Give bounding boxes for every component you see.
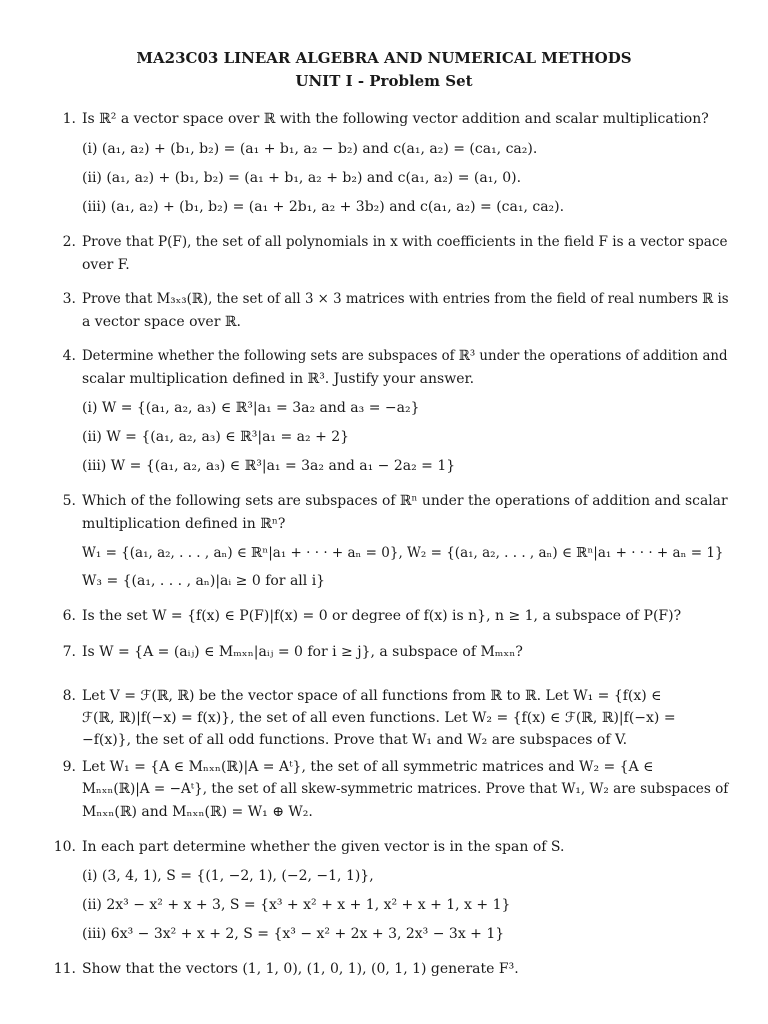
- problem-text: Is ℝ² a vector space over ℝ with the following vector addition and scalar multiplication?: [82, 111, 709, 127]
- problem-number: 8.: [62, 688, 76, 704]
- problem-text: Determine whether the following sets are subspaces of ℝ³ under the operations of addition and: [82, 348, 728, 364]
- problem-subpart: W₁ = {(a₁, a₂, . . . , aₙ) ∈ ℝⁿ|a₁ + · · · + aₙ = 0}, W₂ = {(a₁, a₂, . . . , aₙ) ∈ ℝⁿ|a₁ + · · · + aₙ = 1}: [82, 545, 724, 561]
- problem-text: Prove that M₃ₓ₃(ℝ), the set of all 3 × 3 matrices with entries from the field of real numbers ℝ is: [82, 291, 729, 307]
- problem-subpart: W₃ = {(a₁, . . . , aₙ)|aᵢ ≥ 0 for all i}: [82, 573, 326, 589]
- problem-text: Is W = {A = (aᵢⱼ) ∈ Mₘₓₙ|aᵢⱼ = 0 for i ≥ j}, a subspace of Mₘₓₙ?: [82, 644, 523, 660]
- problem-subpart: (i) (a₁, a₂) + (b₁, b₂) = (a₁ + b₁, a₂ − b₂) and c(a₁, a₂) = (ca₁, ca₂).: [82, 141, 538, 157]
- problem-number: 10.: [53, 839, 76, 855]
- problem-number: 6.: [62, 608, 76, 624]
- problem-text: Show that the vectors (1, 1, 0), (1, 0, 1), (0, 1, 1) generate F³.: [82, 961, 519, 977]
- problem-text: −f(x)}, the set of all odd functions. Prove that W₁ and W₂ are subspaces of V.: [82, 732, 628, 748]
- problem-number: 11.: [53, 961, 76, 977]
- problem-subpart: (iii) 6x³ − 3x² + x + 2, S = {x³ − x² + 2x + 3, 2x³ − 3x + 1}: [82, 926, 505, 942]
- problem-number: 9.: [62, 759, 76, 775]
- problem-text: In each part determine whether the given vector is in the span of S.: [82, 839, 565, 855]
- problem-number: 1.: [62, 111, 76, 127]
- problem-text: Let W₁ = {A ∈ Mₙₓₙ(ℝ)|A = Aᵗ}, the set of all symmetric matrices and W₂ = {A ∈: [82, 759, 654, 775]
- problem-text: scalar multiplication defined in ℝ³. Justify your answer.: [82, 371, 475, 387]
- problem-number: 3.: [62, 291, 76, 307]
- problem-text: Mₙₓₙ(ℝ) and Mₙₓₙ(ℝ) = W₁ ⊕ W₂.: [82, 804, 313, 820]
- problem-number: 4.: [62, 348, 76, 364]
- unit-title: UNIT I - Problem Set: [295, 72, 473, 90]
- problem-number: 2.: [62, 234, 76, 250]
- problem-text: ℱ(ℝ, ℝ)|f(−x) = f(x)}, the set of all even functions. Let W₂ = {f(x) ∈ ℱ(ℝ, ℝ)|f(−x) =: [82, 710, 676, 726]
- problem-text: Prove that P(F), the set of all polynomials in x with coefficients in the field F is a vector space: [82, 234, 728, 250]
- problem-subpart: (ii) 2x³ − x² + x + 3, S = {x³ + x² + x + 1, x² + x + 1, x + 1}: [82, 897, 511, 913]
- problem-text: multiplication defined in ℝⁿ?: [82, 516, 286, 532]
- problem-text: Is the set W = {f(x) ∈ P(F)|f(x) = 0 or degree of f(x) is n}, n ≥ 1, a subspace of P(F)?: [82, 608, 682, 624]
- problem-subpart: (ii) (a₁, a₂) + (b₁, b₂) = (a₁ + b₁, a₂ + b₂) and c(a₁, a₂) = (a₁, 0).: [82, 170, 522, 186]
- problem-number: 5.: [62, 493, 76, 509]
- problem-text: Which of the following sets are subspaces of ℝⁿ under the operations of addition and scalar: [82, 493, 728, 509]
- problem-subpart: (iii) W = {(a₁, a₂, a₃) ∈ ℝ³|a₁ = 3a₂ and a₁ − 2a₂ = 1}: [82, 458, 456, 474]
- problem-subpart: (i) W = {(a₁, a₂, a₃) ∈ ℝ³|a₁ = 3a₂ and a₃ = −a₂}: [82, 400, 420, 416]
- problem-subpart: (i) (3, 4, 1), S = {(1, −2, 1), (−2, −1, 1)},: [82, 868, 374, 884]
- problem-number: 7.: [62, 644, 76, 660]
- problem-text: Let V = ℱ(ℝ, ℝ) be the vector space of all functions from ℝ to ℝ. Let W₁ = {f(x) ∈: [82, 688, 662, 704]
- problem-text: a vector space over ℝ.: [82, 314, 241, 330]
- problem-text: Mₙₓₙ(ℝ)|A = −Aᵗ}, the set of all skew-symmetric matrices. Prove that W₁, W₂ are subspaces of: [82, 781, 729, 797]
- problem-text: over F.: [82, 257, 130, 273]
- course-title: MA23C03 LINEAR ALGEBRA AND NUMERICAL METHODS: [136, 49, 632, 67]
- problem-subpart: (ii) W = {(a₁, a₂, a₃) ∈ ℝ³|a₁ = a₂ + 2}: [82, 429, 350, 445]
- problem-subpart: (iii) (a₁, a₂) + (b₁, b₂) = (a₁ + 2b₁, a₂ + 3b₂) and c(a₁, a₂) = (ca₁, ca₂).: [82, 199, 565, 215]
